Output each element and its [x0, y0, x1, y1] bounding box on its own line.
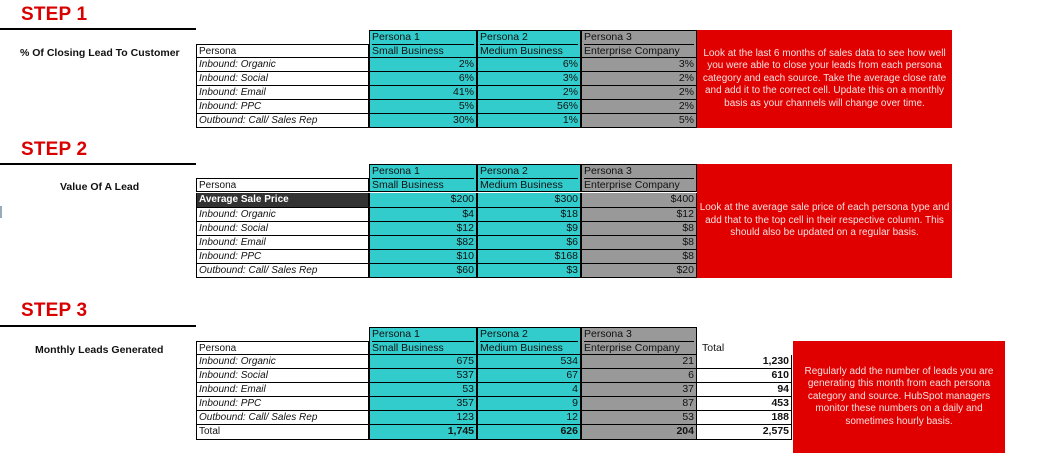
step-1-row-label[interactable]: Outbound: Call/ Sales Rep	[196, 114, 369, 128]
step-1-persona-2-header[interactable]	[477, 30, 581, 58]
step-3-total-cell[interactable]: 94	[697, 383, 792, 397]
step-1-cell[interactable]: 30%	[369, 114, 477, 128]
step-2-row-label[interactable]: Inbound: Email	[196, 236, 369, 250]
persona-desc: Small Business	[372, 44, 474, 58]
step-1-row-label[interactable]: Inbound: Social	[196, 72, 369, 86]
step-2-cell[interactable]: $60	[369, 264, 477, 278]
step-2-row-label[interactable]: Inbound: Social	[196, 222, 369, 236]
step-2-cell[interactable]: $8	[581, 250, 697, 264]
step-1-cell[interactable]: 6%	[369, 72, 477, 86]
step-2-row-label[interactable]: Outbound: Call/ Sales Rep	[196, 264, 369, 278]
step-2-row-label[interactable]: Inbound: PPC	[196, 250, 369, 264]
step-1-cell[interactable]: 2%	[477, 86, 581, 100]
step-3-total-cell[interactable]: 626	[477, 425, 581, 440]
step-3-cell[interactable]: 53	[581, 411, 697, 425]
step-1-cell[interactable]: 3%	[477, 72, 581, 86]
step-3-total-cell[interactable]: 1,745	[369, 425, 477, 440]
step-3-cell[interactable]: 67	[477, 369, 581, 383]
step-2-cell[interactable]: $200	[369, 193, 477, 208]
step-3-cell[interactable]: 357	[369, 397, 477, 411]
persona-desc: Enterprise Company	[584, 44, 694, 58]
step-2-cell[interactable]: $10	[369, 250, 477, 264]
persona-desc: Medium Business	[480, 341, 578, 355]
persona-desc: Small Business	[372, 178, 474, 192]
step-2-cell[interactable]: $12	[581, 208, 697, 222]
step-3-total-cell[interactable]: 204	[581, 425, 697, 440]
step-2-cell[interactable]: $300	[477, 193, 581, 208]
step-3-total-cell[interactable]: 453	[697, 397, 792, 411]
step-2-persona-1-header[interactable]	[369, 164, 477, 192]
note-text: Look at the average sale price of each persona type and add that to the top cell in their respective column. This should also be updated on a regular basis.	[699, 202, 950, 239]
step-3-cell[interactable]: 675	[369, 355, 477, 369]
step-1-persona-3-header[interactable]	[581, 30, 697, 58]
persona-desc: Medium Business	[480, 44, 578, 58]
step-3-cell[interactable]: 21	[581, 355, 697, 369]
step-2-cell[interactable]: $168	[477, 250, 581, 264]
step-3-total-header[interactable]: Total	[702, 342, 725, 354]
step-1-cell[interactable]: 41%	[369, 86, 477, 100]
persona-name: Persona 3	[584, 31, 632, 43]
step-3-row-label[interactable]: Outbound: Call/ Sales Rep	[196, 411, 369, 425]
step-3-total-cell[interactable]: 188	[697, 411, 792, 425]
step-3-persona-header[interactable]: Persona	[196, 341, 369, 355]
note-text: Look at the last 6 months of sales data to see how well you were able to close your leads from each persona category and each source. Take the average close rate and add it to the correct cell. Update this on a monthly basis as your channels will change over time.	[702, 47, 947, 109]
step-2-cell[interactable]: $18	[477, 208, 581, 222]
step-3-row-label[interactable]: Inbound: PPC	[196, 397, 369, 411]
step-1-cell[interactable]: 6%	[477, 58, 581, 72]
step-2-rule	[0, 163, 196, 165]
step-2-cell[interactable]: $8	[581, 222, 697, 236]
persona-name: Persona 1	[372, 328, 420, 340]
persona-name: Persona 3	[584, 165, 632, 177]
step-3-grand-total-cell[interactable]: 2,575	[697, 425, 792, 440]
step-2-cell[interactable]: $12	[369, 222, 477, 236]
step-3-cell[interactable]: 53	[369, 383, 477, 397]
step-1-cell[interactable]: 56%	[477, 100, 581, 114]
persona-desc: Medium Business	[480, 178, 578, 192]
step-2-cell[interactable]: $6	[477, 236, 581, 250]
step-1-cell[interactable]: 2%	[369, 58, 477, 72]
step-3-row-label[interactable]: Inbound: Social	[196, 369, 369, 383]
note-text: Regularly add the number of leads you are generating this month from each persona category and source. HubSpot managers monitor these numbers on a daily and sometimes hourly basis.	[804, 365, 994, 427]
step-1-cell[interactable]: 2%	[581, 72, 697, 86]
step-2-cell[interactable]: $400	[581, 193, 697, 208]
step-3-cell[interactable]: 4	[477, 383, 581, 397]
step-2-persona-3-header[interactable]	[581, 164, 697, 192]
step-3-cell[interactable]: 123	[369, 411, 477, 425]
step-3-cell[interactable]: 37	[581, 383, 697, 397]
step-2-average-sale-price-label[interactable]: Average Sale Price	[196, 193, 369, 208]
persona-name: Persona 1	[372, 165, 420, 177]
step-3-cell[interactable]: 537	[369, 369, 477, 383]
step-3-cell[interactable]: 6	[581, 369, 697, 383]
step-2-cell[interactable]: $9	[477, 222, 581, 236]
persona-name: Persona 1	[372, 31, 420, 43]
persona-desc: Small Business	[372, 341, 474, 355]
step-3-label: Monthly Leads Generated	[35, 344, 164, 356]
step-1-instructions-note	[697, 30, 952, 128]
step-3-row-label[interactable]: Inbound: Email	[196, 383, 369, 397]
step-3-persona-2-header[interactable]	[477, 327, 581, 355]
step-3-total-cell[interactable]: 1,230	[697, 355, 792, 369]
step-1-cell[interactable]: 1%	[477, 114, 581, 128]
persona-name: Persona 2	[480, 31, 528, 43]
step-1-cell[interactable]: 5%	[369, 100, 477, 114]
step-1-cell[interactable]: 3%	[581, 58, 697, 72]
step-1-cell[interactable]: 2%	[581, 100, 697, 114]
step-1-title: STEP 1	[21, 4, 88, 25]
step-3-cell[interactable]: 534	[477, 355, 581, 369]
step-3-total-row-label[interactable]: Total	[196, 425, 369, 440]
step-1-row-label[interactable]: Inbound: Organic	[196, 58, 369, 72]
step-3-row-label[interactable]: Inbound: Organic	[196, 355, 369, 369]
persona-name: Persona 2	[480, 165, 528, 177]
step-2-title: STEP 2	[21, 139, 88, 160]
step-3-cell[interactable]: 9	[477, 397, 581, 411]
step-1-row-label[interactable]: Inbound: Email	[196, 86, 369, 100]
step-2-label: Value Of A Lead	[60, 181, 140, 193]
persona-name: Persona 3	[584, 328, 632, 340]
step-1-label: % Of Closing Lead To Customer	[20, 47, 180, 59]
step-3-rule	[0, 325, 196, 327]
step-3-persona-3-header[interactable]	[581, 327, 697, 355]
persona-desc: Enterprise Company	[584, 341, 694, 355]
step-1-persona-1-header[interactable]	[369, 30, 477, 58]
step-3-instructions-note	[793, 341, 1005, 453]
step-1-persona-header[interactable]: Persona	[196, 44, 369, 58]
step-2-persona-header[interactable]: Persona	[196, 178, 369, 192]
step-1-rule	[0, 28, 196, 30]
step-3-persona-1-header[interactable]	[369, 327, 477, 355]
step-3-cell[interactable]: 12	[477, 411, 581, 425]
persona-name: Persona 2	[480, 328, 528, 340]
sheet-edge-marker	[0, 206, 2, 218]
step-2-row-label[interactable]: Inbound: Organic	[196, 208, 369, 222]
step-2-cell[interactable]: $8	[581, 236, 697, 250]
step-2-cell[interactable]: $20	[581, 264, 697, 278]
step-2-instructions-note	[697, 164, 952, 278]
step-2-cell[interactable]: $82	[369, 236, 477, 250]
step-1-row-label[interactable]: Inbound: PPC	[196, 100, 369, 114]
step-3-total-cell[interactable]: 610	[697, 369, 792, 383]
step-2-cell[interactable]: $3	[477, 264, 581, 278]
step-2-cell[interactable]: $4	[369, 208, 477, 222]
step-3-cell[interactable]: 87	[581, 397, 697, 411]
step-2-persona-2-header[interactable]	[477, 164, 581, 192]
step-1-cell[interactable]: 2%	[581, 86, 697, 100]
persona-desc: Enterprise Company	[584, 178, 694, 192]
step-1-cell[interactable]: 5%	[581, 114, 697, 128]
step-3-title: STEP 3	[21, 300, 88, 321]
